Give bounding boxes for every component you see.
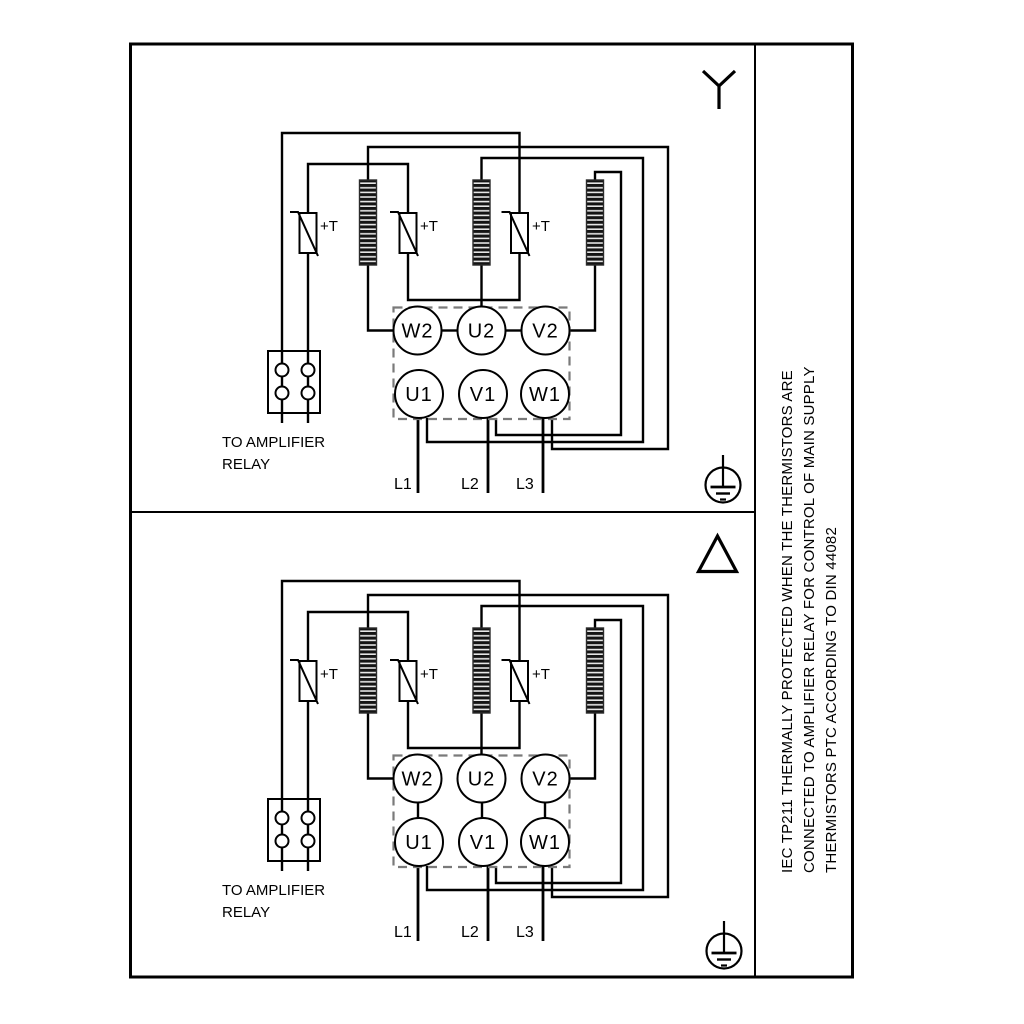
relay-caption-line2: RELAY <box>222 456 271 473</box>
terminal-label-v2: V2 <box>532 320 559 343</box>
star-connection-icon <box>703 71 735 109</box>
relay-caption-line1: TO AMPLIFIER <box>222 434 326 451</box>
terminal-label-v2: V2 <box>532 768 559 791</box>
thermistor-label: +T <box>420 666 438 683</box>
relay-caption-line2: RELAY <box>222 904 271 921</box>
thermistor-label: +T <box>420 218 438 235</box>
delta-connection-icon <box>699 536 737 572</box>
terminal-label-v1: V1 <box>469 384 497 406</box>
relay-caption-line1: TO AMPLIFIER <box>222 882 326 899</box>
thermistor-label: +T <box>320 218 338 235</box>
terminal-label-w2: W2 <box>401 320 434 343</box>
terminal-label-u2: U2 <box>467 768 496 791</box>
sidebar-note-line-3: THERMISTORS PTC ACCORDING TO DIN 44082 <box>823 526 840 873</box>
sidebar-note-line-2: CONNECTED TO AMPLIFIER RELAY FOR CONTROL OF MAIN SUPPLY <box>801 366 818 873</box>
sidebar-note-line-1: IEC TP211 THERMALLY PROTECTED WHEN THE THERMISTORS ARE <box>779 370 796 873</box>
supply-label-l1: L1 <box>394 924 412 941</box>
panel-delta <box>222 536 742 969</box>
panel-star <box>222 71 741 503</box>
terminal-label-u1: U1 <box>405 384 433 406</box>
supply-label-l2: L2 <box>461 924 479 941</box>
supply-label-l3: L3 <box>516 476 534 493</box>
terminal-label-w1: W1 <box>529 832 561 854</box>
supply-label-l1: L1 <box>394 476 412 493</box>
sidebar-notes <box>779 366 840 873</box>
earth-ground-icon <box>706 455 741 503</box>
terminal-label-u2: U2 <box>467 320 496 343</box>
earth-ground-icon <box>707 921 742 969</box>
thermistor-label: +T <box>320 666 338 683</box>
terminal-label-u1: U1 <box>405 832 433 854</box>
thermistor-label: +T <box>532 666 550 683</box>
terminal-label-v1: V1 <box>469 832 497 854</box>
terminal-label-w2: W2 <box>401 768 434 791</box>
thermistor-label: +T <box>532 218 550 235</box>
terminal-label-w1: W1 <box>529 384 561 406</box>
supply-label-l3: L3 <box>516 924 534 941</box>
supply-label-l2: L2 <box>461 476 479 493</box>
